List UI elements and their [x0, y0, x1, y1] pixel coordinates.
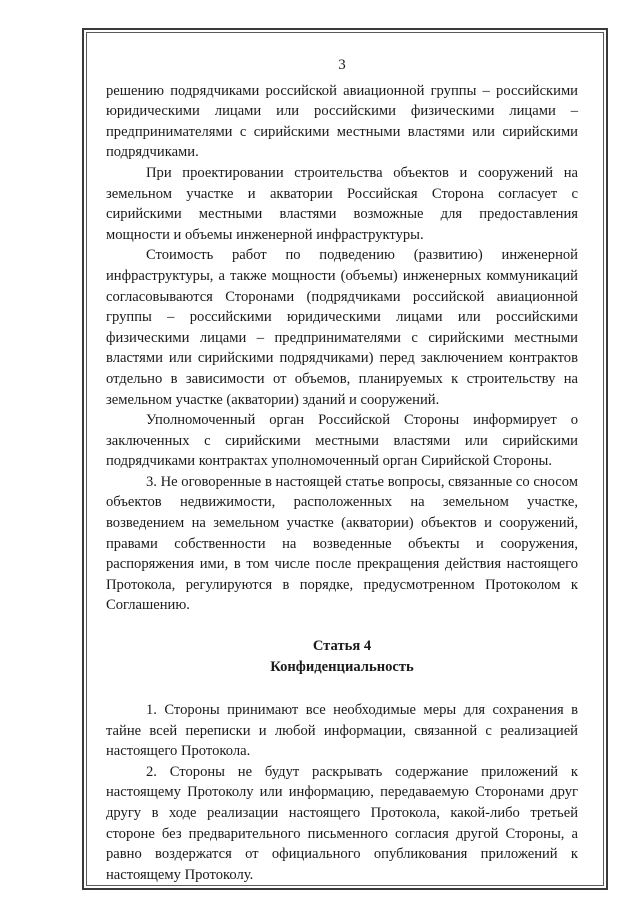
article-heading: Статья 4: [312, 638, 372, 655]
article-title: Конфиденциальность: [270, 659, 414, 676]
paragraph-contracts-notification: Уполномоченный орган Российской Стороны информирует о заключенных с сирийскими местными властями или сирийскими подрядчиками контрактах уполномоченный орган Сирийской Стороны.: [106, 412, 578, 470]
paragraph-confidentiality-2: 2. Стороны не будут раскрывать содержание приложений к настоящему Протоколу или информацию, передаваемую Сторонами друг другу в ходе реализации настоящего Протокола, какой-либо третьей стороне без предварительного письменного согласия другой Стороны, а равно воздержатся от официального опубликования приложений к настоящему Протоколу.: [106, 763, 578, 883]
document-body: [106, 55, 578, 885]
paragraph-design-coordination: При проектировании строительства объектов и сооружений на земельном участке и акватории Российская Сторона согласует с сирийскими местными властями возможные для предоставления мощности и объемы инженерной инфраструктуры.: [106, 164, 578, 243]
paragraph-confidentiality-1: 1. Стороны принимают все необходимые меры для сохранения в тайне всей переписки и любой информации, связанной с реализацией настоящего Протокола.: [106, 702, 578, 760]
paragraph-continuation: решению подрядчиками российской авиационной группы – российскими юридическими лицами или российскими физическими лицами – предпринимателями с сирийскими местными властями или сирийскими подрядчиками.: [106, 82, 578, 161]
page-number: 3: [338, 57, 346, 73]
paragraph-infrastructure-cost: Стоимость работ по подведению (развитию) инженерной инфраструктуры, а также мощности (объемы) инженерных коммуникаций согласовываются Сторонами (подрядчиками российской авиационной группы – российскими юридическими лицами или российскими физическими лицами – предпринимателями с сирийскими местными властями или сирийскими подрядчиками) перед заключением контрактов отдельно в зависимости от объемов, планируемых к строительству на земельном участке (акватории) зданий и сооружений.: [106, 247, 578, 408]
paragraph-clause-3: 3. Не оговоренные в настоящей статье вопросы, связанные со сносом объектов недвижимости, расположенных на земельном участке, возведением на земельном участке (акватории) объектов и сооружений, правами собственности на возведенные объекты и сооружения, распоряжения ими, в том числе после прекращения действия настоящего Протокола, регулируются в порядке, предусмотренном Протоколом к Соглашению.: [106, 473, 578, 614]
